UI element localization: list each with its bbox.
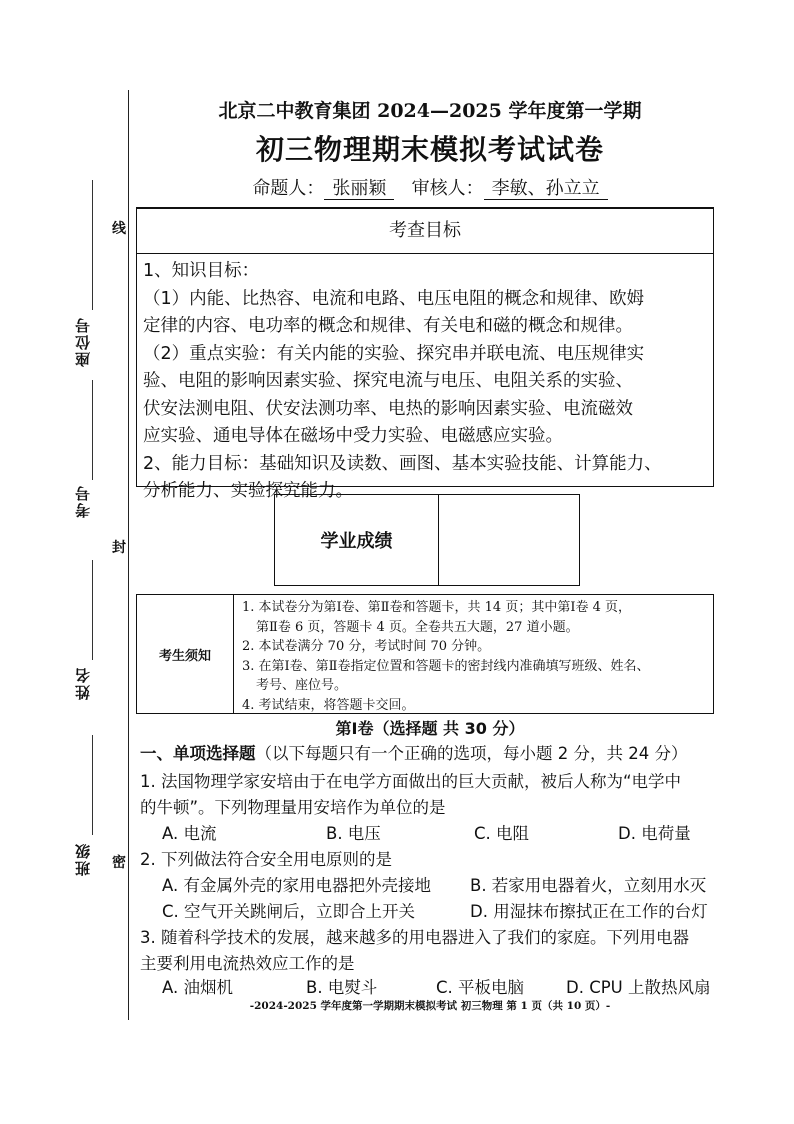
q2-option-c[interactable]: C. 空气开关跳闸后，立即合上开关	[162, 902, 416, 921]
notice-line: 4. 考试结束，将答题卡交回。	[242, 697, 415, 713]
reviewer-names: 李敏、孙立立	[484, 178, 608, 200]
objective-line: 2、能力目标：基础知识及读数、画图、基本实验技能、计算能力、	[143, 453, 662, 474]
objective-line: （1）内能、比热容、电流和电路、电压电阻的概念和规律、欧姆	[143, 288, 645, 309]
seal-char-line: 线	[112, 221, 126, 237]
q3-option-d[interactable]: D. CPU 上散热风扇	[566, 978, 711, 997]
objective-line: 1、知识目标：	[143, 261, 260, 281]
q3-option-a[interactable]: A. 油烟机	[162, 978, 233, 997]
name-label: 姓名	[74, 666, 92, 700]
q2-option-d[interactable]: D. 用湿抹布擦拭正在工作的台灯	[470, 902, 708, 921]
section-title: 第Ⅰ卷（选择题 共 30 分）	[335, 719, 525, 738]
objective-line: 验、电阻的影响因素实验、探究电流与电压、电阻关系的实验、	[143, 371, 633, 391]
score-input-cell[interactable]	[439, 495, 579, 585]
page-title: 初三物理期末模拟考试试卷	[255, 133, 604, 166]
objectives-body	[137, 254, 713, 506]
q2-stem: 2. 下列做法符合安全用电原则的是	[140, 850, 392, 869]
author-line	[140, 174, 720, 200]
q3-stem: 3. 随着科学技术的发展，越来越多的用电器进入了我们的家庭。下列用电器	[140, 928, 689, 947]
seal-char-dense: 密	[112, 855, 126, 871]
part-title: 一、单项选择题	[140, 744, 256, 763]
seat-number-label: 座位号	[74, 316, 92, 367]
seal-line	[128, 90, 129, 1020]
seat-number-field[interactable]	[92, 180, 93, 310]
notice-line: 2. 本试卷满分 70 分，考试时间 70 分钟。	[242, 639, 491, 654]
name-field[interactable]	[92, 560, 93, 660]
q1-option-c[interactable]: C. 电阻	[474, 824, 530, 843]
objective-line: （2）重点实验：有关内能的实验、探究串并联电流、电压规律实	[143, 343, 645, 364]
q1-stem-cont: 的牛顿”。下列物理量用安培作为单位的是	[140, 798, 446, 817]
q1-stem: 1. 法国物理学家安培由于在电学方面做出的巨大贡献，被后人称为“电学中	[140, 772, 682, 791]
q1-option-d[interactable]: D. 电荷量	[618, 824, 691, 843]
part-title-line	[140, 740, 687, 764]
seal-char-seal: 封	[112, 540, 126, 556]
q3-option-c[interactable]: C. 平板电脑	[436, 978, 525, 997]
class-field[interactable]	[92, 735, 93, 835]
notice-label: 考生须知	[137, 595, 234, 713]
objectives-box	[136, 207, 714, 501]
objective-line: 分析能力、实验探究能力。	[143, 481, 353, 501]
part-note: （以下每题只有一个正确的选项，每小题 2 分，共 24 分）	[255, 744, 688, 763]
page-footer: -2024-2025 学年度第一学期期末模拟考试 初三物理 第 1 页（共 10 页）-	[249, 1000, 611, 1012]
exam-number-field[interactable]	[92, 380, 93, 480]
q3-option-b[interactable]: B. 电熨斗	[306, 978, 378, 997]
objective-line: 应实验、通电导体在磁场中受力实验、电磁感应实验。	[143, 426, 563, 446]
score-box	[274, 494, 580, 586]
score-label: 学业成绩	[275, 495, 439, 585]
q1-option-b[interactable]: B. 电压	[326, 824, 381, 843]
objective-line: 定律的内容、电功率的概念和规律、有关电和磁的概念和规律。	[143, 316, 633, 336]
reviewer-label: 审核人：	[411, 178, 484, 199]
q3-stem-cont: 主要利用电流热效应工作的是	[140, 954, 355, 973]
notice-line: 3. 在第Ⅰ卷、第Ⅱ卷指定位置和答题卡的密封线内准确填写班级、姓名、	[242, 658, 650, 674]
notice-line: 考号、座位号。	[256, 678, 348, 693]
exam-number-label: 考号	[74, 484, 92, 518]
objective-line: 伏安法测电阻、伏安法测功率、电热的影响因素实验、电流磁效	[143, 398, 633, 419]
school-line: 北京二中教育集团 2024—2025 学年度第一学期	[218, 100, 642, 122]
objectives-title: 考查目标	[137, 209, 713, 254]
q2-option-a[interactable]: A. 有金属外壳的家用电器把外壳接地	[162, 876, 431, 895]
notice-line: 第Ⅱ卷 6 页，答题卡 4 页。全卷共五大题，27 道小题。	[256, 619, 579, 635]
class-label: 班级	[74, 842, 92, 876]
notice-body	[234, 595, 713, 713]
author-name: 张丽颖	[324, 178, 394, 200]
author-label: 命题人：	[252, 178, 325, 199]
notice-line: 1. 本试卷分为第Ⅰ卷、第Ⅱ卷和答题卡，共 14 页；其中第Ⅰ卷 4 页，	[242, 600, 631, 615]
notice-box	[136, 594, 714, 714]
q2-option-b[interactable]: B. 若家用电器着火，立刻用水灭	[470, 876, 707, 895]
q1-option-a[interactable]: A. 电流	[162, 824, 217, 843]
